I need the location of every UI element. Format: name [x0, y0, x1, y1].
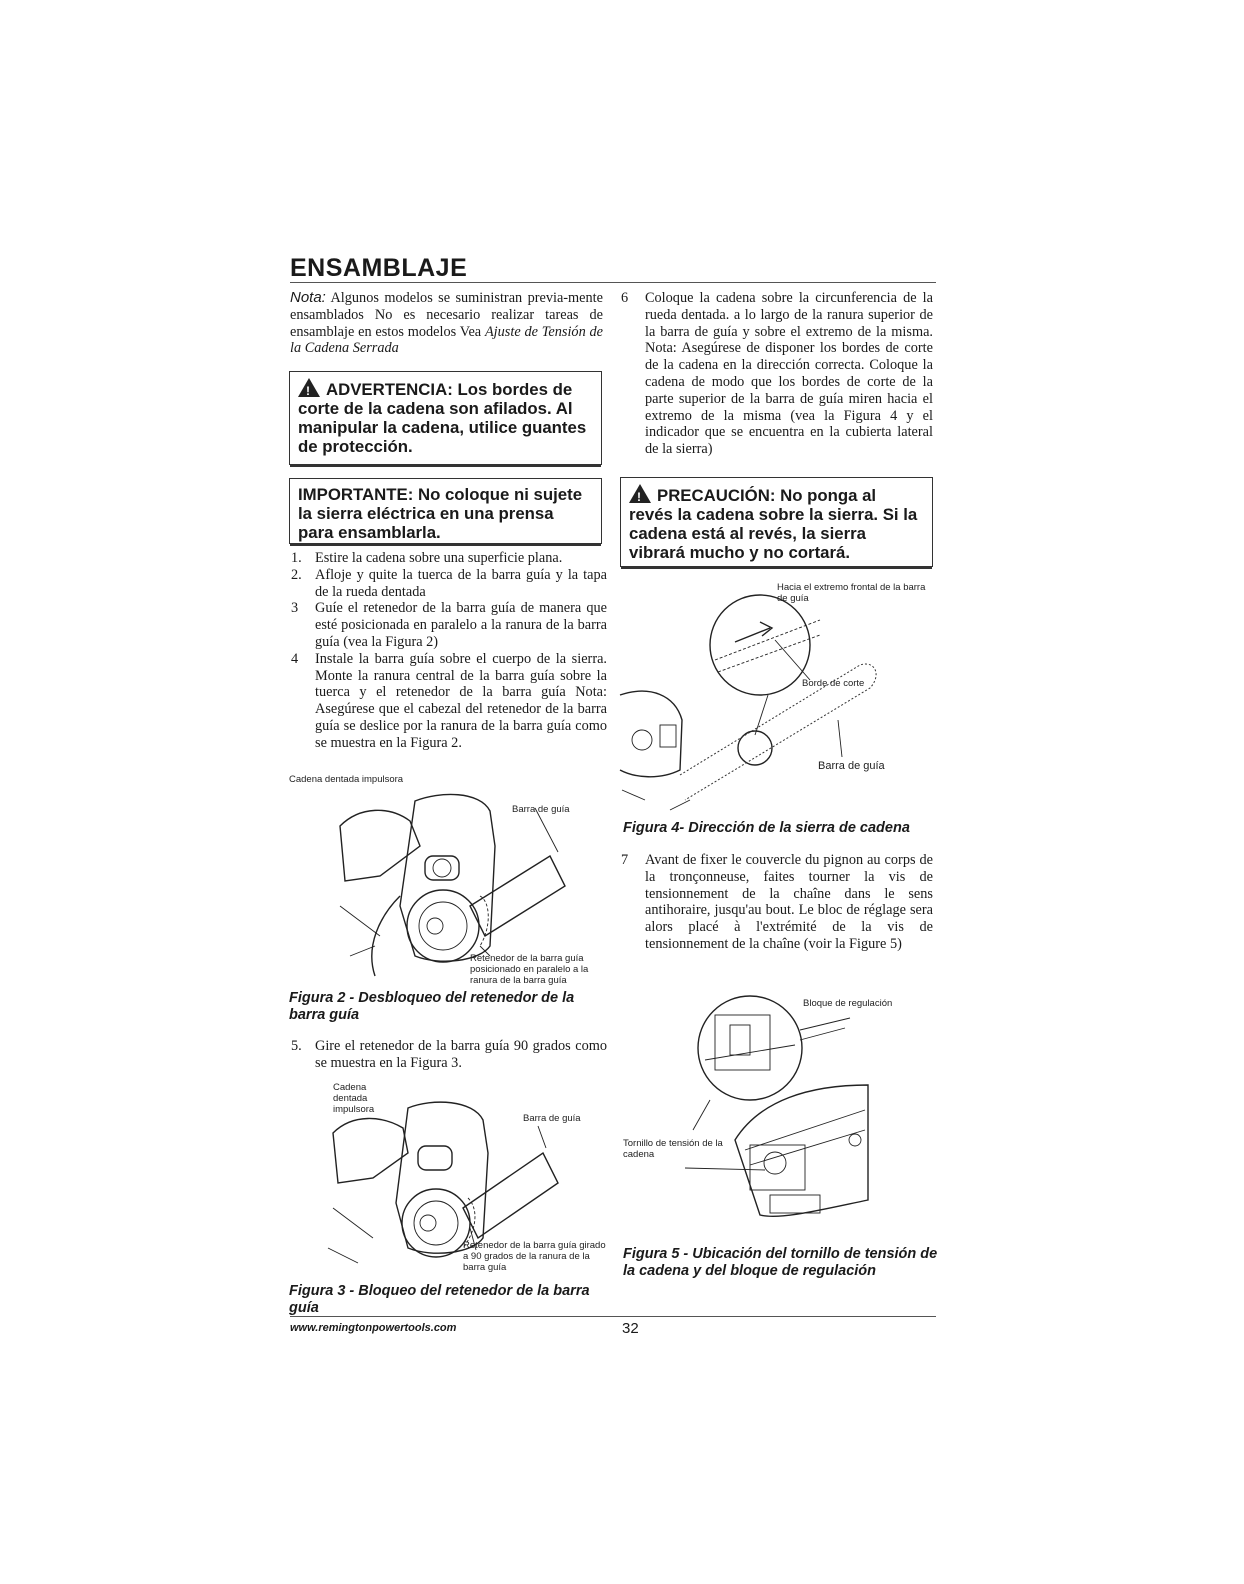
list-item: 3 Guíe el retenedor de la barra guía de manera que esté posicionada en paralelo a la ranura de la barra guía (vea la Figura 2) — [291, 600, 607, 650]
figure2-caption: Figura 2 - Desbloqueo del retenedor de la barra guía — [289, 990, 575, 1023]
box-shadow — [290, 464, 601, 467]
step5-list — [289, 1038, 607, 1072]
figure4-illustration — [620, 600, 920, 815]
figure5-caption: Figura 5 - Ubicación del tornillo de tensión de la cadena y del bloque de regulación — [623, 1246, 938, 1279]
figure2-illustration — [320, 786, 580, 986]
box-shadow — [621, 566, 932, 569]
figure4-label-front: Hacia el extremo frontal de la barra de guía — [777, 582, 926, 604]
warning-triangle-icon — [298, 378, 320, 397]
step7-list — [619, 852, 933, 953]
warning-triangle-icon — [629, 484, 651, 503]
important-box — [289, 478, 602, 544]
important-text: No coloque ni sujete la sierra eléctrica en una prensa para ensamblarla. — [298, 485, 583, 542]
figure2-label-bar: Barra de guía — [512, 804, 570, 815]
important-label: IMPORTANTE: — [298, 485, 414, 504]
figure5-label-screw: Tornillo de tensión de la cadena — [623, 1138, 723, 1160]
list-item: 5. Gire el retenedor de la barra guía 90 grados como se muestra en la Figura 3. — [291, 1038, 607, 1071]
caution-text: No ponga al revés la cadena sobre la sierra. Si la cadena está al revés, la sierra vibrará mucho y no cortará. — [629, 486, 918, 562]
warning-box — [289, 371, 602, 465]
figure5-label-block: Bloque de regulación — [803, 998, 893, 1009]
footer-rule — [290, 1316, 936, 1317]
title-rule — [290, 282, 936, 283]
warning-label: ADVERTENCIA: — [326, 380, 453, 399]
figure5-illustration — [690, 990, 875, 1230]
figure2-label-retainer: Retenedor de la barra guía posicionado en paralelo a la ranura de la barra guía — [470, 953, 589, 986]
figure4-label-bar: Barra de guía — [818, 760, 885, 772]
page-title: ENSAMBLAJE — [290, 254, 468, 282]
caution-label: PRECAUCIÓN: — [657, 486, 776, 505]
page-number: 32 — [622, 1320, 639, 1337]
note-text: Algunos modelos se suministran previa-mente ensamblados No es necesario realizar tareas de ensamblaje en estos modelos Vea — [290, 290, 603, 340]
list-item: 4 Instale la barra guía sobre el cuerpo de la sierra. Monte la ranura central de la barra guía sobre la tuerca y el retenedor de la barra guía Nota: Asegúrese que el cabezal del retenedor de la barra guía se deslice por la ranura de la barra guía como se muestra en la Figura 2. — [291, 650, 607, 751]
assembly-steps-list — [289, 550, 607, 752]
box-shadow — [290, 543, 601, 546]
note-label: Nota: — [290, 289, 326, 306]
figure3-illustration — [318, 1098, 578, 1268]
figure3-label-retainer: Retenedor de la barra guía girado a 90 grados de la ranura de la barra guía — [463, 1240, 606, 1273]
list-item: 6 Coloque la cadena sobre la circunferencia de la rueda dentada. a lo largo de la ranura superior de la barra de guía y sobre el extremo de la misma. Nota: Asegúrese de disponer los bordes de corte de la cadena en la dirección correcta. Coloque la cadena de modo que los bordes de corte de la parte superior de la barra de guía miren hacia el extremo de la misma (vea la Figura 4 y el indicador que se encuentra en la cubierta lateral de la sierra) — [621, 290, 933, 458]
note-paragraph — [290, 290, 603, 357]
warning-text: Los bordes de corte de la cadena son afilados. Al manipular la cadena, utilice guantes de protección. — [298, 380, 587, 456]
caution-box — [620, 477, 933, 567]
list-item: 1. Estire la cadena sobre una superficie plana. — [291, 550, 563, 566]
list-item: 2. Afloje y quite la tuerca de la barra guía y la tapa de la rueda dentada — [291, 566, 607, 600]
figure3-label-chain: Cadena dentada impulsora — [333, 1082, 375, 1115]
figure2-label-chain: Cadena dentada impulsora — [289, 774, 404, 785]
figure4-label-edge: Borde de corte — [802, 678, 865, 689]
footer-url[interactable]: www.remingtonpowertools.com — [290, 1322, 457, 1334]
figure3-label-bar: Barra de guía — [523, 1113, 581, 1124]
figure3-caption: Figura 3 - Bloqueo del retenedor de la barra guía — [289, 1283, 590, 1316]
figure4-caption: Figura 4- Dirección de la sierra de cadena — [623, 820, 910, 836]
step6-list — [619, 290, 933, 458]
list-item: 7 Avant de fixer le couvercle du pignon au corps de la tronçonneuse, faites tourner la vis de tensionnement de la chaîne dans le sens antihoraire, jusqu'au bout. Le bloc de réglage sera alors placé à l'extrémité de la vis de tensionnement de la chaîne (voir la Figure 5) — [621, 852, 933, 952]
note-reference-link: Ajuste de Tensión de la Cadena Serrada — [290, 323, 603, 357]
